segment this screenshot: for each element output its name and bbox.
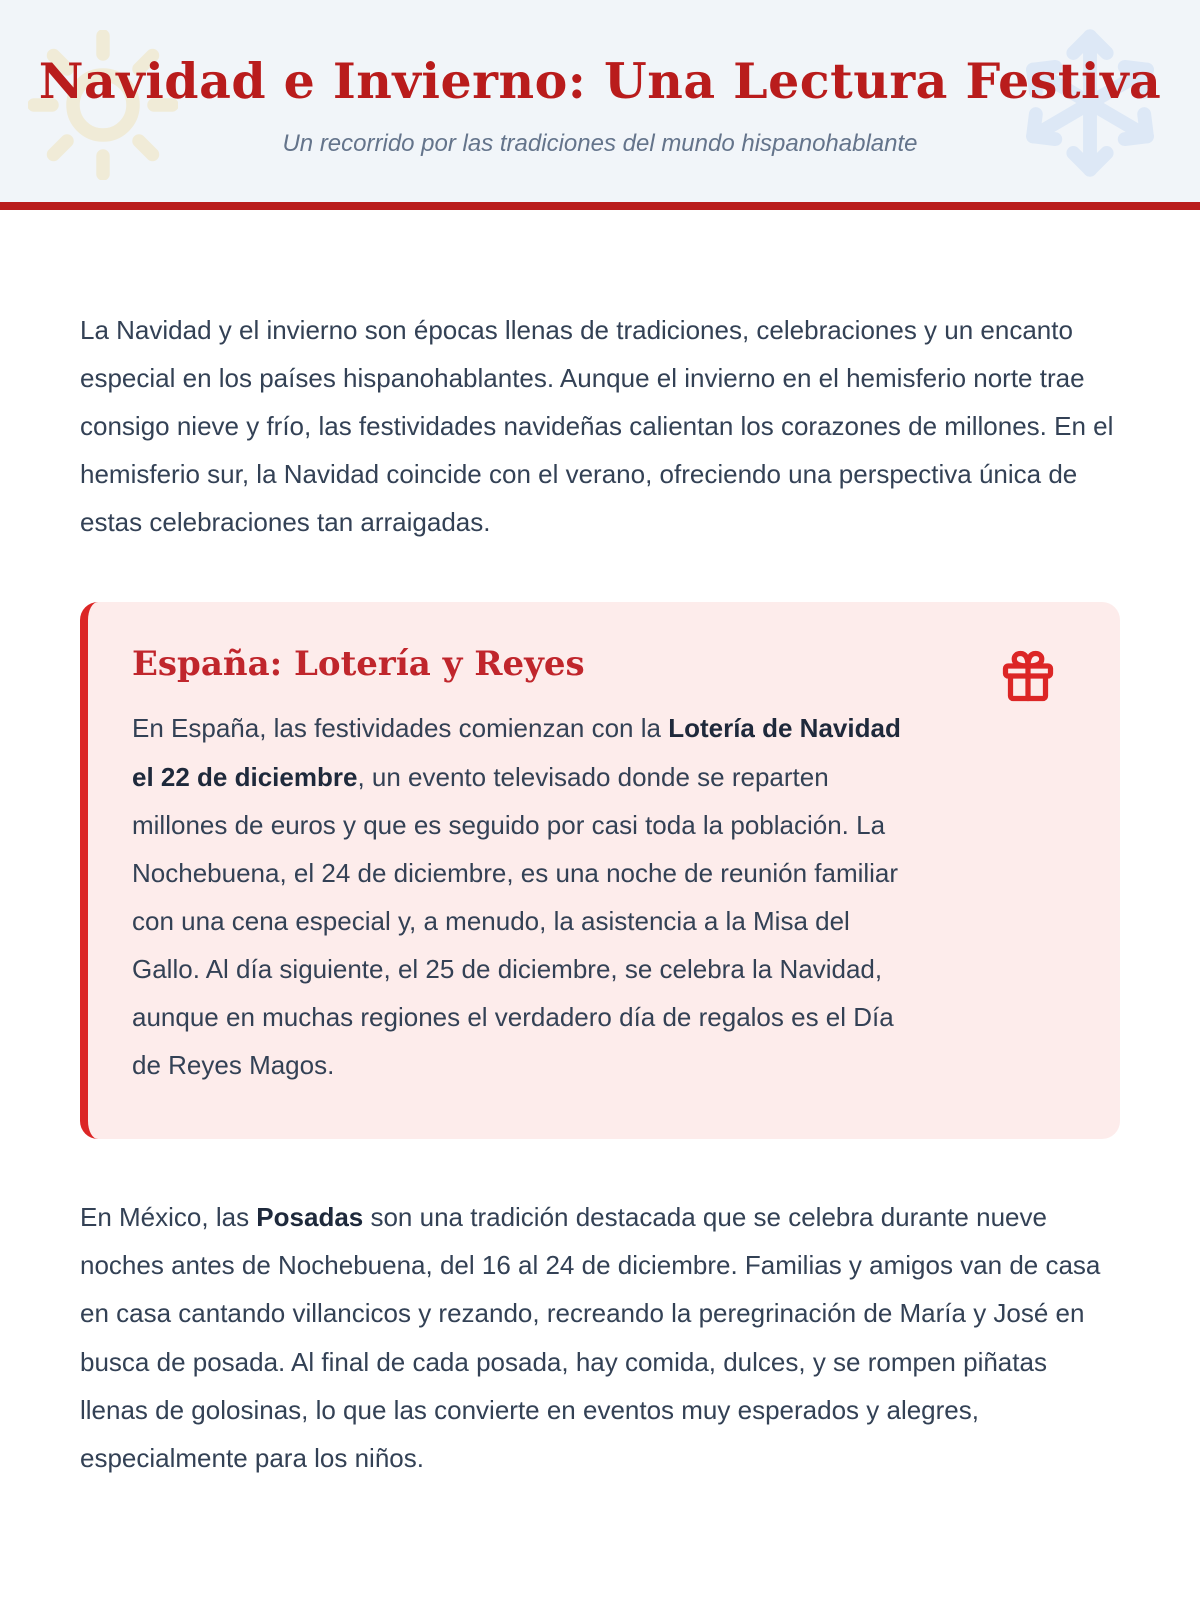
mexico-paragraph: En México, las Posadas son una tradición destacada que se celebra durante nueve noches antes de Nochebuena, del 16 al 24 de diciembre. Familias y amigos van de casa en casa cantando villancicos y rezando, recreando la peregrinación de María y José en busca de posada. Al final de cada posada, hay comida, dulces, y se rompen piñatas llenas de golosinas, lo que las convierte en eventos muy esperados y alegres, especialmente para los niños. (80, 1202, 1101, 1473)
article (0, 210, 1200, 1482)
intro-paragraph: La Navidad y el invierno son épocas llenas de tradiciones, celebraciones y un encanto especial en los países hispanohablantes. Aunque el invierno en el hemisferio norte trae consigo nieve y frío, las festividades navideñas calientan los corazones de millones. En el hemisferio sur, la Navidad coincide con el verano, ofreciendo una perspectiva única de estas celebraciones tan arraigadas. (80, 315, 1114, 538)
gift-icon (998, 646, 1058, 711)
card-paragraph: En España, las festividades comienzan con la Lotería de Navidad el 22 de diciembre, un evento televisado donde se reparten millones de euros y que es seguido por casi toda la población. La Nochebuena, el 24 de diciembre, es una noche de reunión familiar con una cena especial y, a menudo, la asistencia a la Misa del Gallo. Al día siguiente, el 25 de diciembre, se celebra la Navidad, aunque en muchas regiones el verdadero día de regalos es el Día de Reyes Magos. (132, 713, 901, 1081)
page-title: Navidad e Invierno: Una Lectura Festiva (38, 52, 1162, 110)
card-title: España: Lotería y Reyes (132, 644, 585, 685)
header-divider (0, 202, 1200, 210)
header (0, 0, 1200, 202)
page-subtitle: Un recorrido por las tradiciones del mundo hispanohablante (282, 130, 918, 157)
spain-card (80, 602, 1120, 1139)
